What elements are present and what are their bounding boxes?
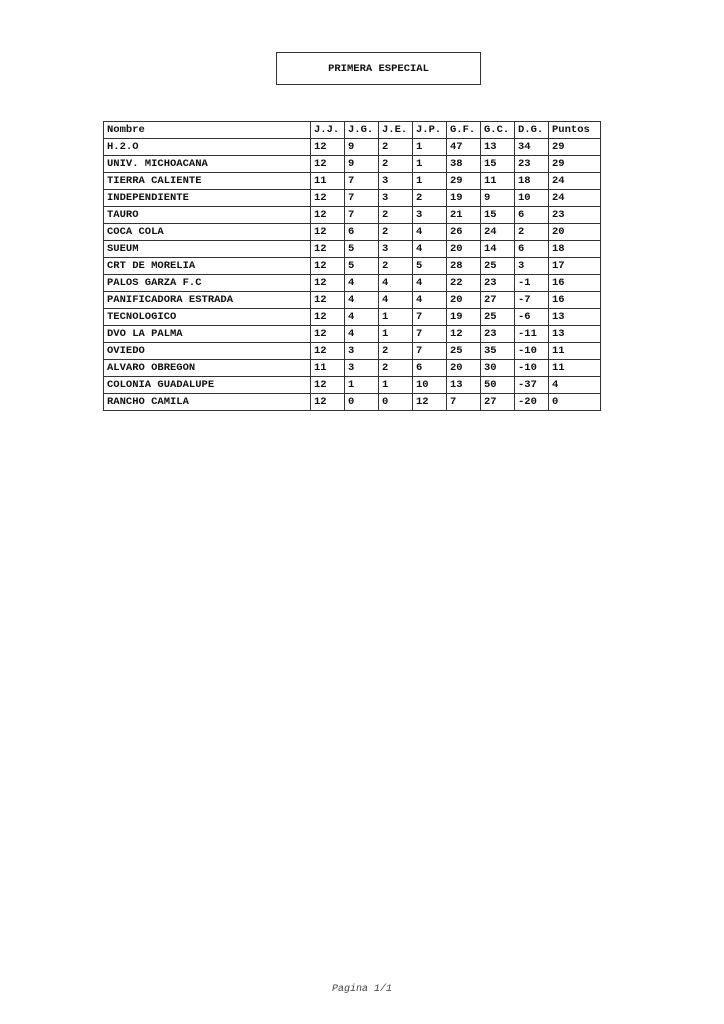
stat-cell: 35 bbox=[481, 343, 515, 360]
stat-cell: 10 bbox=[515, 190, 549, 207]
stat-cell: 6 bbox=[413, 360, 447, 377]
stat-cell: 47 bbox=[447, 139, 481, 156]
column-header: D.G. bbox=[515, 122, 549, 139]
stat-cell: 3 bbox=[515, 258, 549, 275]
stat-cell: 12 bbox=[311, 139, 345, 156]
stat-cell: 23 bbox=[515, 156, 549, 173]
stat-cell: 50 bbox=[481, 377, 515, 394]
table-row bbox=[104, 309, 601, 326]
stat-cell: 11 bbox=[481, 173, 515, 190]
team-name-cell: RANCHO CAMILA bbox=[104, 394, 311, 411]
stat-cell: 18 bbox=[549, 241, 601, 258]
stat-cell: 4 bbox=[413, 241, 447, 258]
stat-cell: 9 bbox=[345, 139, 379, 156]
stat-cell: 13 bbox=[447, 377, 481, 394]
team-name-cell: TIERRA CALIENTE bbox=[104, 173, 311, 190]
stat-cell: 0 bbox=[345, 394, 379, 411]
stat-cell: 34 bbox=[515, 139, 549, 156]
table-row bbox=[104, 224, 601, 241]
table-row bbox=[104, 377, 601, 394]
stat-cell: 4 bbox=[379, 275, 413, 292]
stat-cell: 2 bbox=[413, 190, 447, 207]
team-name-cell: ALVARO OBREGON bbox=[104, 360, 311, 377]
stat-cell: 12 bbox=[311, 258, 345, 275]
stat-cell: -37 bbox=[515, 377, 549, 394]
stat-cell: 7 bbox=[413, 343, 447, 360]
stat-cell: -7 bbox=[515, 292, 549, 309]
stat-cell: 3 bbox=[379, 173, 413, 190]
column-header: G.C. bbox=[481, 122, 515, 139]
table-header-row bbox=[104, 122, 601, 139]
stat-cell: 24 bbox=[549, 173, 601, 190]
stat-cell: 4 bbox=[345, 275, 379, 292]
team-name-cell: DVO LA PALMA bbox=[104, 326, 311, 343]
stat-cell: -10 bbox=[515, 343, 549, 360]
stat-cell: 1 bbox=[379, 326, 413, 343]
stat-cell: 2 bbox=[379, 156, 413, 173]
stat-cell: 13 bbox=[549, 326, 601, 343]
table-row bbox=[104, 207, 601, 224]
stat-cell: 6 bbox=[515, 241, 549, 258]
column-header: J.E. bbox=[379, 122, 413, 139]
stat-cell: 25 bbox=[447, 343, 481, 360]
stat-cell: 4 bbox=[345, 309, 379, 326]
stat-cell: 0 bbox=[379, 394, 413, 411]
stat-cell: 18 bbox=[515, 173, 549, 190]
stat-cell: 23 bbox=[549, 207, 601, 224]
team-name-cell: PALOS GARZA F.C bbox=[104, 275, 311, 292]
stat-cell: 21 bbox=[447, 207, 481, 224]
stat-cell: 13 bbox=[481, 139, 515, 156]
stat-cell: 5 bbox=[345, 258, 379, 275]
stat-cell: 11 bbox=[311, 173, 345, 190]
stat-cell: 7 bbox=[345, 190, 379, 207]
page-title: PRIMERA ESPECIAL bbox=[276, 52, 481, 85]
stat-cell: 3 bbox=[345, 343, 379, 360]
stat-cell: 4 bbox=[345, 326, 379, 343]
stat-cell: 0 bbox=[549, 394, 601, 411]
stat-cell: 5 bbox=[345, 241, 379, 258]
table-row bbox=[104, 190, 601, 207]
stat-cell: 12 bbox=[311, 309, 345, 326]
stat-cell: 3 bbox=[345, 360, 379, 377]
stat-cell: 27 bbox=[481, 292, 515, 309]
team-name-cell: COLONIA GUADALUPE bbox=[104, 377, 311, 394]
stat-cell: 19 bbox=[447, 309, 481, 326]
stat-cell: 27 bbox=[481, 394, 515, 411]
stat-cell: 26 bbox=[447, 224, 481, 241]
stat-cell: 2 bbox=[379, 139, 413, 156]
column-header: Puntos bbox=[549, 122, 601, 139]
standings-table bbox=[103, 121, 601, 411]
stat-cell: 23 bbox=[481, 275, 515, 292]
stat-cell: 3 bbox=[413, 207, 447, 224]
stat-cell: -20 bbox=[515, 394, 549, 411]
team-name-cell: COCA COLA bbox=[104, 224, 311, 241]
stat-cell: 2 bbox=[379, 207, 413, 224]
stat-cell: 12 bbox=[311, 224, 345, 241]
stat-cell: 20 bbox=[447, 241, 481, 258]
table-row bbox=[104, 326, 601, 343]
stat-cell: 11 bbox=[311, 360, 345, 377]
stat-cell: 9 bbox=[345, 156, 379, 173]
stat-cell: 3 bbox=[379, 190, 413, 207]
stat-cell: 17 bbox=[549, 258, 601, 275]
stat-cell: 14 bbox=[481, 241, 515, 258]
stat-cell: 12 bbox=[311, 275, 345, 292]
stat-cell: 9 bbox=[481, 190, 515, 207]
stat-cell: 2 bbox=[379, 224, 413, 241]
stat-cell: 2 bbox=[379, 258, 413, 275]
stat-cell: 20 bbox=[549, 224, 601, 241]
stat-cell: 12 bbox=[413, 394, 447, 411]
stat-cell: 28 bbox=[447, 258, 481, 275]
stat-cell: 4 bbox=[345, 292, 379, 309]
stat-cell: 1 bbox=[413, 156, 447, 173]
stat-cell: 12 bbox=[311, 292, 345, 309]
stat-cell: 22 bbox=[447, 275, 481, 292]
stat-cell: 12 bbox=[311, 377, 345, 394]
stat-cell: 15 bbox=[481, 207, 515, 224]
page-footer: Pagina 1/1 bbox=[331, 984, 392, 995]
stat-cell: 1 bbox=[379, 309, 413, 326]
stat-cell: 11 bbox=[549, 360, 601, 377]
team-name-cell: H.2.O bbox=[104, 139, 311, 156]
column-header: Nombre bbox=[104, 122, 311, 139]
stat-cell: 1 bbox=[379, 377, 413, 394]
stat-cell: -11 bbox=[515, 326, 549, 343]
stat-cell: 16 bbox=[549, 292, 601, 309]
team-name-cell: UNIV. MICHOACANA bbox=[104, 156, 311, 173]
stat-cell: 11 bbox=[549, 343, 601, 360]
stat-cell: 13 bbox=[549, 309, 601, 326]
team-name-cell: TAURO bbox=[104, 207, 311, 224]
stat-cell: 6 bbox=[345, 224, 379, 241]
stat-cell: 16 bbox=[549, 275, 601, 292]
stat-cell: 12 bbox=[311, 190, 345, 207]
stat-cell: 2 bbox=[379, 343, 413, 360]
stat-cell: 12 bbox=[447, 326, 481, 343]
stat-cell: 12 bbox=[311, 394, 345, 411]
column-header: G.F. bbox=[447, 122, 481, 139]
stat-cell: 29 bbox=[447, 173, 481, 190]
stat-cell: 12 bbox=[311, 207, 345, 224]
stat-cell: 7 bbox=[413, 309, 447, 326]
table-row bbox=[104, 156, 601, 173]
table-row bbox=[104, 173, 601, 190]
table-row bbox=[104, 241, 601, 258]
stat-cell: 12 bbox=[311, 343, 345, 360]
stat-cell: 19 bbox=[447, 190, 481, 207]
column-header: J.G. bbox=[345, 122, 379, 139]
stat-cell: 25 bbox=[481, 258, 515, 275]
stat-cell: 29 bbox=[549, 139, 601, 156]
team-name-cell: TECNOLOGICO bbox=[104, 309, 311, 326]
team-name-cell: PANIFICADORA ESTRADA bbox=[104, 292, 311, 309]
stat-cell: 7 bbox=[413, 326, 447, 343]
table-row bbox=[104, 394, 601, 411]
table-row bbox=[104, 292, 601, 309]
stat-cell: 1 bbox=[413, 173, 447, 190]
stat-cell: 12 bbox=[311, 241, 345, 258]
stat-cell: 4 bbox=[549, 377, 601, 394]
stat-cell: -10 bbox=[515, 360, 549, 377]
team-name-cell: CRT DE MORELIA bbox=[104, 258, 311, 275]
stat-cell: -6 bbox=[515, 309, 549, 326]
table-row bbox=[104, 360, 601, 377]
stat-cell: 4 bbox=[413, 275, 447, 292]
stat-cell: 15 bbox=[481, 156, 515, 173]
stat-cell: 4 bbox=[379, 292, 413, 309]
table-row bbox=[104, 139, 601, 156]
stat-cell: 12 bbox=[311, 156, 345, 173]
stat-cell: 1 bbox=[345, 377, 379, 394]
table-row bbox=[104, 258, 601, 275]
stat-cell: 10 bbox=[413, 377, 447, 394]
stat-cell: 6 bbox=[515, 207, 549, 224]
stat-cell: 25 bbox=[481, 309, 515, 326]
stat-cell: 38 bbox=[447, 156, 481, 173]
stat-cell: 24 bbox=[549, 190, 601, 207]
stat-cell: 7 bbox=[447, 394, 481, 411]
column-header: J.J. bbox=[311, 122, 345, 139]
stat-cell: 4 bbox=[413, 224, 447, 241]
team-name-cell: INDEPENDIENTE bbox=[104, 190, 311, 207]
stat-cell: 7 bbox=[345, 173, 379, 190]
team-name-cell: OVIEDO bbox=[104, 343, 311, 360]
stat-cell: 23 bbox=[481, 326, 515, 343]
column-header: J.P. bbox=[413, 122, 447, 139]
stat-cell: 5 bbox=[413, 258, 447, 275]
table-row bbox=[104, 343, 601, 360]
stat-cell: 1 bbox=[413, 139, 447, 156]
stat-cell: 4 bbox=[413, 292, 447, 309]
stat-cell: 2 bbox=[379, 360, 413, 377]
stat-cell: 20 bbox=[447, 360, 481, 377]
team-name-cell: SUEUM bbox=[104, 241, 311, 258]
stat-cell: 2 bbox=[515, 224, 549, 241]
stat-cell: -1 bbox=[515, 275, 549, 292]
stat-cell: 3 bbox=[379, 241, 413, 258]
stat-cell: 24 bbox=[481, 224, 515, 241]
stat-cell: 20 bbox=[447, 292, 481, 309]
stat-cell: 29 bbox=[549, 156, 601, 173]
stat-cell: 30 bbox=[481, 360, 515, 377]
stat-cell: 12 bbox=[311, 326, 345, 343]
stat-cell: 7 bbox=[345, 207, 379, 224]
table-row bbox=[104, 275, 601, 292]
